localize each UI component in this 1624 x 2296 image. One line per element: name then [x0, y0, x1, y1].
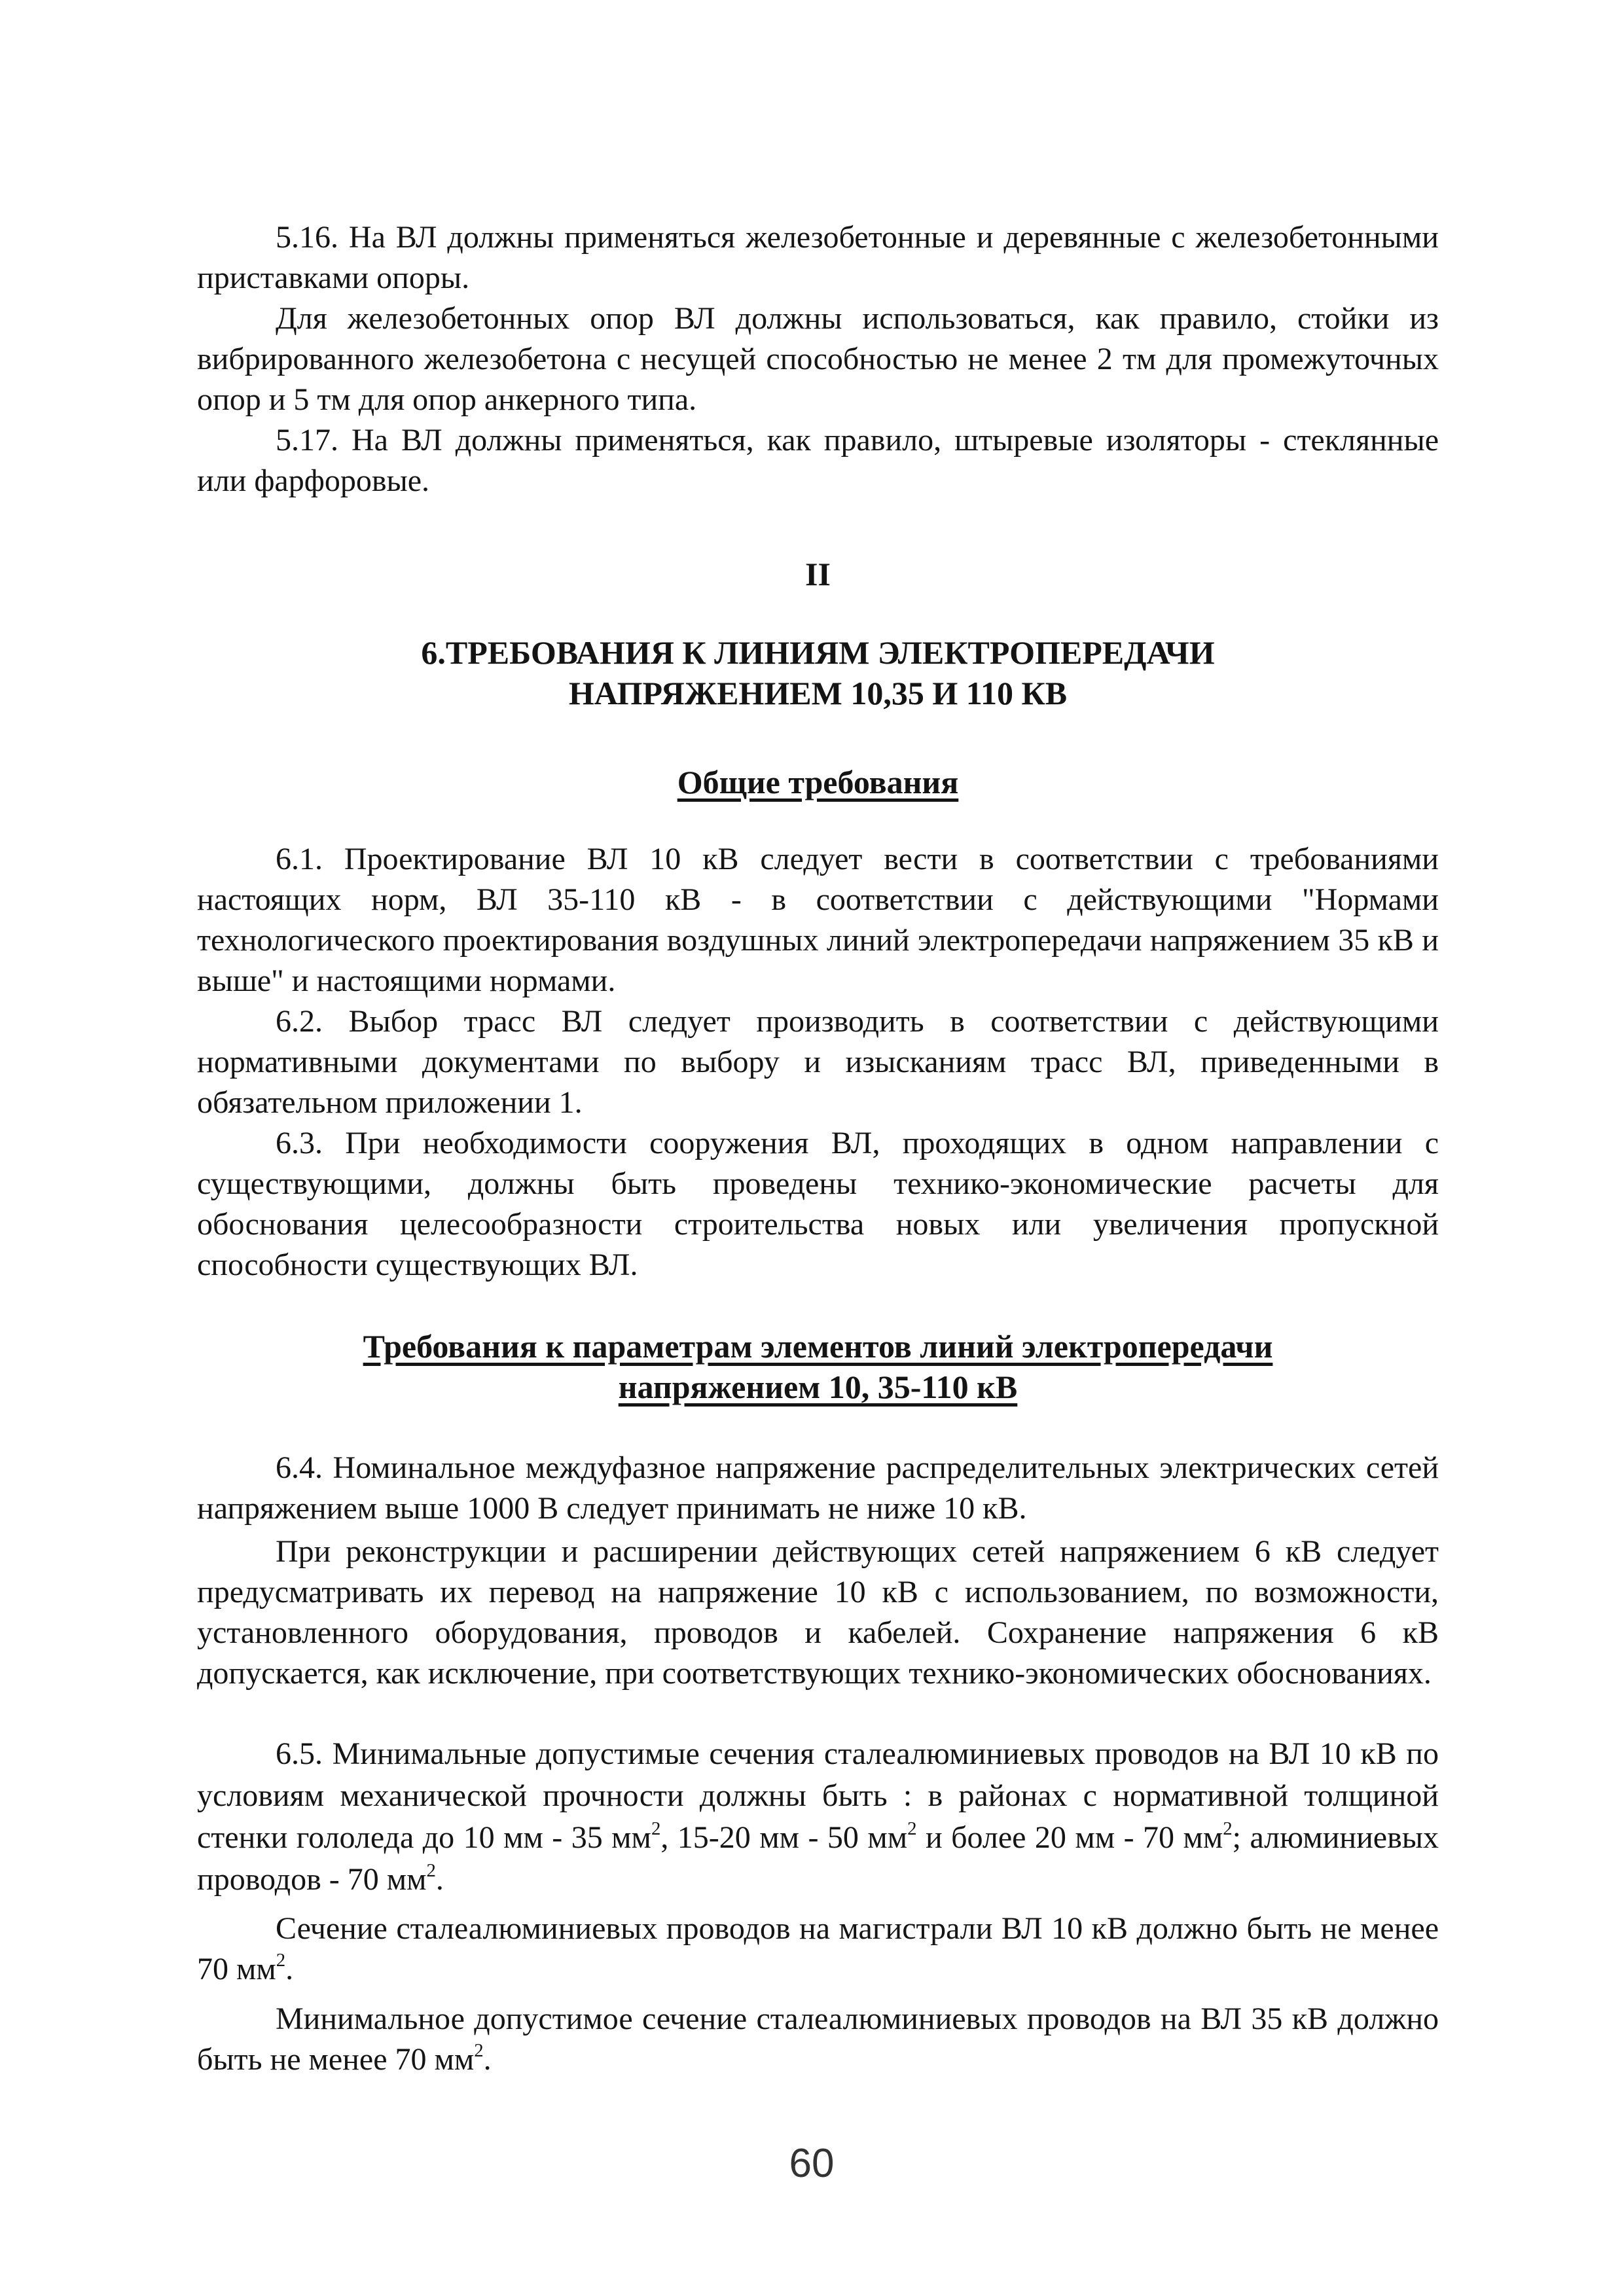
subheading-general-requirements: Общие требования: [677, 764, 959, 800]
subheading-parameters-line-2: напряжением 10, 35-110 кВ: [618, 1369, 1018, 1405]
section-mark: II: [805, 556, 831, 592]
paragraph-6-4-continued: При реконструкции и расширении действующих сетей напряжением 6 кВ следует предусматривать их перевод на напряжение 10 кВ с использованием, по возможности, установленного оборудования, проводов и кабелей. Сохранение напряжения 6 кВ допускается, как исключение, при соответствующих технико-экономических обоснованиях.: [197, 1534, 1439, 1691]
paragraph-5-17: 5.17. На ВЛ должны применяться, как правило, штыревые изоляторы - стеклянные или фарфоровые.: [197, 423, 1439, 498]
section-title-line-1: 6.ТРЕБОВАНИЯ К ЛИНИЯМ ЭЛЕКТРОПЕРЕДАЧИ: [421, 634, 1215, 671]
paragraph-6-1: 6.1. Проектирование ВЛ 10 кВ следует вести в соответствии с требованиями настоящих норм, ВЛ 35-110 кВ - в соответствии с действующими "Нормами технологического проектирования воздушных линий электропередачи напряжением 35 кВ и выше" и настоящими нормами.: [197, 842, 1439, 998]
paragraph-5-16: 5.16. На ВЛ должны применяться железобетонные и деревянные с железобетонными приставками опоры.: [197, 220, 1439, 295]
section-title-line-2: НАПРЯЖЕНИЕМ 10,35 И 110 КВ: [568, 675, 1068, 711]
paragraph-6-2: 6.2. Выбор трасс ВЛ следует производить в соответствии с действующими нормативными документами по выбору и изысканиям трасс ВЛ, приведенными в обязательном приложении 1.: [197, 1004, 1439, 1120]
paragraph-6-5-cross-section: Сечение сталеалюминиевых проводов на магистрали ВЛ 10 кВ должно быть не менее 70 $мм^2$.: [197, 1911, 1439, 1986]
subheading-parameters-line-1: Требования к параметрам элементов линий электропередачи: [363, 1328, 1273, 1365]
page-number: 60: [789, 2141, 835, 2186]
paragraph-6-5-minimum-35kv: Минимальное допустимое сечение сталеалюминиевых проводов на ВЛ 35 кВ должно быть не менее 70 $мм^2$.: [197, 2001, 1439, 2077]
paragraph-6-5: 6.5. Минимальные допустимые сечения сталеалюминиевых проводов на ВЛ 10 кВ по условиям механической прочности должны быть : в районах с нормативной толщиной стенки гололеда до 10 мм - 35 $мм^2$, 15-20 мм - 50 $мм^2$ и более 20 мм - 70 $мм^2$; алюминиевых проводов - 70 $мм^2$.: [197, 1736, 1439, 1897]
paragraph-6-4: 6.4. Номинальное междуфазное напряжение распределительных электрических сетей напряжением выше 1000 В следует принимать не ниже 10 кВ.: [197, 1450, 1439, 1526]
paragraph-6-3: 6.3. При необходимости сооружения ВЛ, проходящих в одном направлении с существующими, должны быть проведены технико-экономические расчеты для обоснования целесообразности строительства новых или увеличения пропускной способности существующих ВЛ.: [197, 1126, 1439, 1282]
paragraph-5-16-continued: Для железобетонных опор ВЛ должны использоваться, как правило, стойки из вибрированного железобетона с несущей способностью не менее 2 тм для промежуточных опор и 5 тм для опор анкерного типа.: [197, 301, 1439, 417]
